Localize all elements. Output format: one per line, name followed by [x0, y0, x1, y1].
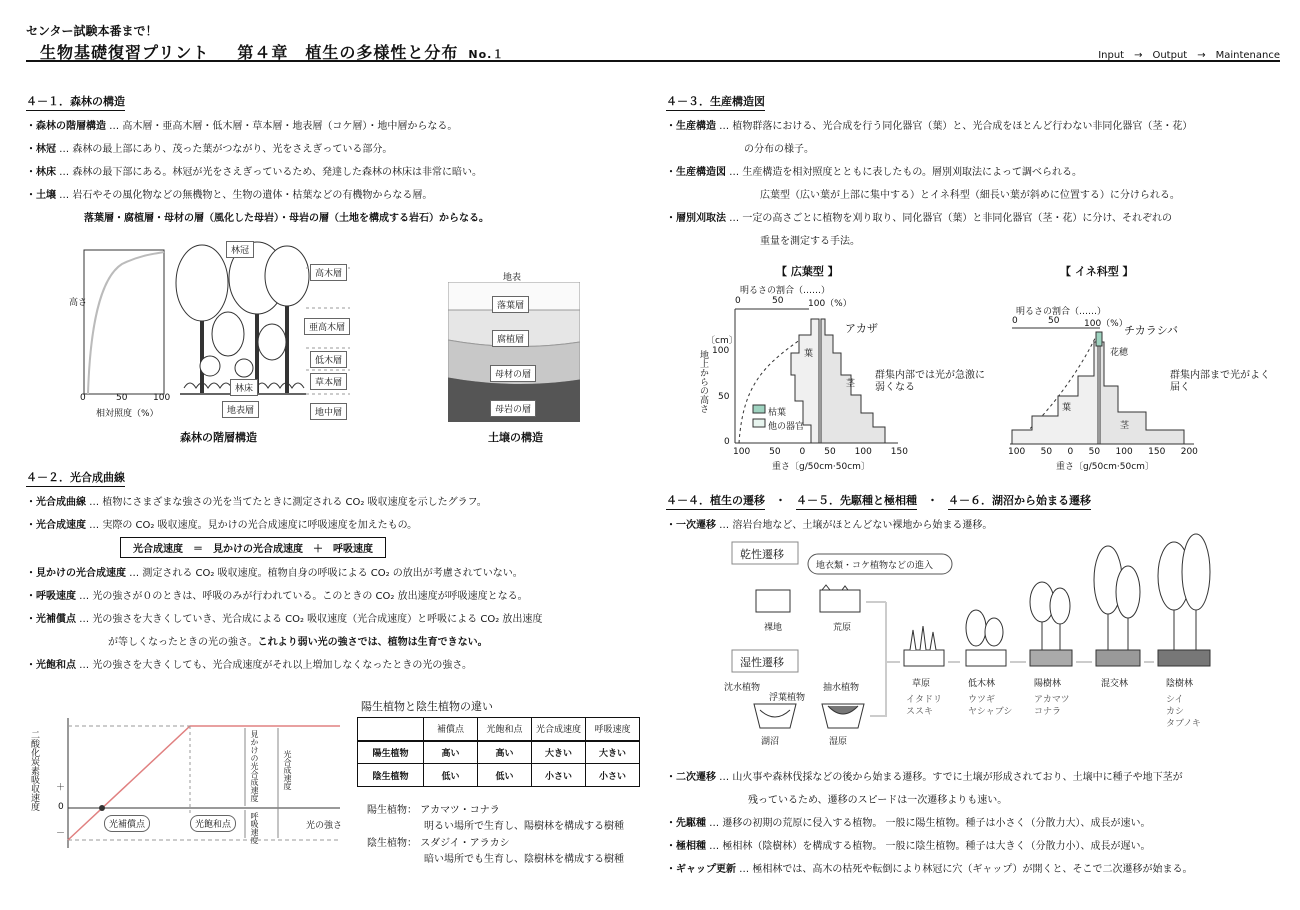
succession-vegetation: [910, 534, 1210, 650]
term-stratified-clipping: ・層別刈取法: [666, 213, 726, 224]
lake-vessel: [754, 704, 796, 728]
soil-layer-humus: 腐植層: [492, 330, 529, 347]
grass-xlabel: 重さ〔g/50cm·50cm〕: [1056, 462, 1154, 472]
broadleaf-h0: 0: [724, 437, 730, 447]
text-4-5-line1: [666, 814, 1151, 829]
note-sun-desc: 明るい場所で生育し、陽樹林を構成する樹種: [424, 821, 624, 832]
x-tick: 50: [769, 447, 781, 457]
table-header-cell: 呼吸速度: [586, 718, 640, 741]
term-apparent-rate: ・見かけの光合成速度: [26, 568, 126, 579]
section-4-4-title: ４－４．植生の遷移: [666, 492, 765, 510]
succession-stage-blocks: [904, 650, 1210, 666]
label-stage-shade-forest: 陰樹林: [1166, 679, 1194, 689]
term-forest-floor: ・林床: [26, 167, 56, 178]
label-forest-floor: 林床: [230, 379, 258, 396]
grass-light-label: 明るさの割合（‥‥‥）: [1016, 307, 1107, 317]
def-climax-species: … 極相林（陰樹林）を構成する植物。 一般に陰生植物。種子は大きく（分散力小）、成長が遅い。: [706, 841, 1151, 852]
label-wasteland: 荒原: [833, 623, 852, 633]
section-4-2-title: ４－２．光合成曲線: [26, 469, 125, 487]
label-layer-shrub: 低木層: [310, 351, 347, 368]
term-pioneer-species: ・先駆種: [666, 818, 706, 829]
term-photosynthesis-curve: ・光合成曲線: [26, 497, 86, 508]
table-header-row: [358, 718, 640, 741]
text-4-4-line2: [666, 768, 1183, 783]
def-production-diagram: … 生産構造を相対照度とともに表したもの。層別刈取法によって調べられる。: [726, 167, 1082, 178]
section-4-5-title: ４－５．先駆種と極相種: [796, 492, 917, 510]
note-shade-label: 陰生植物：: [367, 838, 417, 849]
broadleaf-x-ticks: [733, 447, 908, 457]
broadleaf-light-0: 0: [735, 296, 741, 306]
text-4-5-line2: [666, 837, 1151, 852]
grass-stem-label: 茎: [1120, 421, 1130, 431]
note-shade-plants: [367, 834, 510, 849]
legend-other-organ: 他の器官: [768, 422, 805, 432]
legend-other-organ-swatch: [753, 419, 765, 427]
table-cell: 高い: [478, 741, 532, 764]
label-compensation-point: 光補償点: [104, 815, 150, 832]
label-apparent-rate: 見かけの光合成速度: [250, 730, 259, 802]
x-tick: 0: [1067, 447, 1074, 457]
broadleaf-title: 【 広葉型 】: [776, 265, 839, 278]
compensation-point-marker: [99, 805, 105, 811]
soil-layer-bedrock: 母岩の層: [490, 400, 536, 417]
photosynthesis-curve-graph: [40, 714, 345, 854]
soil-layer-litter: 落葉層: [492, 296, 529, 313]
x-tick: 100: [733, 447, 751, 457]
def-secondary-succession: … 山火事や森林伐採などの後から始まる遷移。すでに土壌が形成されており、土壌中に種子や地下茎が: [716, 772, 1183, 783]
def-primary-succession: … 溶岩台地など、土壌がほとんどない裸地から始まる遷移。: [716, 520, 993, 531]
succession-diagram: [730, 532, 1220, 756]
table-cell: 陰生植物: [358, 764, 424, 787]
broadleaf-yaxis-label: 地上からの高さ: [698, 350, 708, 413]
term-saturation-point: ・光飽和点: [26, 660, 76, 671]
def-saturation-point: … 光の強さを大きくしても、光合成速度がそれ以上増加しなくなったときの光の強さ。: [76, 660, 472, 671]
text-4-2-line4: [26, 587, 528, 602]
grass-title: 【 イネ科型 】: [1060, 265, 1134, 278]
soil-layer-parent: 母材の層: [490, 365, 536, 382]
text-4-3-line3: [666, 209, 1172, 224]
def-production-structure: … 植物群落における、光合成を行う同化器官（葉）と、光合成をほとんど行わない非同化器官（茎・花）: [716, 121, 1193, 132]
term-canopy: ・林冠: [26, 144, 56, 155]
label-layer-tall: 高木層: [310, 264, 347, 281]
table-cell: 陽生植物: [358, 741, 424, 764]
fig1-ylabel: 高さ: [69, 298, 88, 308]
x-tick: 50: [1040, 447, 1053, 457]
note-shade-desc: 暗い場所でも生育し、陰樹林を構成する樹種: [424, 854, 624, 865]
def-canopy: … 森林の最上部にあり、茂った葉がつながり、光をさえぎっている部分。: [56, 144, 393, 155]
learning-flow: Input → Output → Maintenance: [1098, 50, 1280, 61]
def-gap-regeneration: … 極相林では、高木の枯死や転倒により林冠に穴（ギャップ）が開くと、そこで二次遷移が始まる。: [736, 864, 1193, 875]
broadleaf-h100: 100: [712, 346, 730, 356]
bare-land-block: [756, 590, 790, 612]
sun-shade-table: [357, 717, 640, 787]
x-tick: 50: [824, 447, 836, 457]
broadleaf-leaf-label: 葉: [804, 349, 814, 359]
text-4-3-line1: [666, 117, 1192, 132]
text-4-2-line2: [26, 516, 417, 531]
text-4-3-line2: [666, 163, 1082, 178]
grass-flower-label: 花穂: [1110, 348, 1129, 358]
x-tick: 100: [1008, 447, 1026, 457]
fig1-tick-50: 50: [116, 393, 128, 403]
def-stratified-clipping: … 一定の高さごとに植物を刈り取り、同化器官（葉）と非同化器官（茎・花）に分け、それぞれの: [726, 213, 1172, 224]
text-4-2-line6: [108, 633, 488, 648]
title-chapter: 第４章 植生の多様性と分布: [237, 43, 459, 62]
ex-grassland: イタドリ ススキ: [906, 695, 943, 717]
header-subtitle: センター試験本番まで！: [26, 24, 158, 38]
grass-species: チカラシバ: [1124, 324, 1179, 337]
text-4-2-line1: [26, 493, 487, 508]
label-submerged: 沈水植物: [724, 683, 761, 693]
x-tick: 150: [1148, 447, 1166, 457]
label-wet-succession: 湿性遷移: [740, 656, 784, 669]
broadleaf-h50: 50: [718, 392, 730, 402]
broadleaf-light-50: 50: [772, 296, 784, 306]
table-row: [358, 764, 640, 787]
label-lake: 湖沼: [761, 737, 780, 747]
term-primary-succession: ・一次遷移: [666, 520, 716, 531]
label-marsh: 湿原: [829, 737, 848, 747]
table-cell: 大きい: [532, 741, 586, 764]
label-layer-herb: 草本層: [310, 373, 347, 390]
graph-plus: ＋: [56, 783, 66, 793]
graph-zero: 0: [58, 802, 64, 812]
section-4-3-title: ４－３．生産構造図: [666, 93, 765, 111]
def-apparent-rate: … 測定される CO₂ 吸収速度。植物自身の呼吸による CO₂ の放出が考慮されていない。: [126, 568, 523, 579]
legend-dead-leaf: 枯葉: [768, 408, 787, 418]
table-cell: 小さい: [532, 764, 586, 787]
illuminance-plot-frame: [84, 250, 164, 394]
illuminance-curve: [88, 252, 164, 394]
text-4-3-line3b: 重量を測定する手法。: [760, 236, 860, 247]
graph-ylabel: 二酸化炭素吸収速度: [29, 730, 39, 811]
def-soil: … 岩石やその風化物などの無機物と、生物の遺体・枯葉などの有機物からなる層。: [56, 190, 433, 201]
ex-shade-forest: シイ カシ タブノキ: [1166, 695, 1201, 729]
def-forest-floor: … 森林の最下部にある。林冠が光をさえぎっているため、発達した森林の林床は非常に暗い。: [56, 167, 482, 178]
graph-minus: －: [56, 829, 66, 839]
text-4-5-line3: [666, 860, 1192, 875]
ex-sun-forest: アカマツ コナラ: [1034, 695, 1070, 717]
title-separator: ・: [927, 494, 938, 507]
graph-xlabel: 光の強さ: [306, 821, 343, 831]
fig1-caption: 森林の階層構造: [180, 431, 257, 444]
broadleaf-height-unit: 〔cm〕: [706, 336, 738, 346]
table-cell: 低い: [424, 764, 478, 787]
table-cell: 小さい: [586, 764, 640, 787]
table-header-cell: [358, 718, 424, 741]
term-production-structure: ・生産構造: [666, 121, 716, 132]
label-respiration-rate: 呼吸速度: [250, 812, 259, 844]
term-compensation-point: ・光補償点: [26, 614, 76, 625]
legend-dead-leaf-swatch: [753, 405, 765, 413]
grass-leaf-bars: [1012, 342, 1098, 444]
text-4-2-line3: [26, 564, 523, 579]
label-canopy: 林冠: [226, 241, 254, 258]
table-header-cell: 光合成速度: [532, 718, 586, 741]
label-saturation-point: 光飽和点: [190, 815, 236, 832]
text-4-1-line1: [26, 117, 457, 132]
grass-x-ticks: [1008, 447, 1198, 457]
broadleaf-light-label: 明るさの割合（‥‥‥）: [740, 286, 831, 296]
def-photosynthesis-curve: … 植物にさまざまな強さの光を当てたときに測定される CO₂ 吸収速度を示したグラフ。: [86, 497, 487, 508]
text-4-4-line1: [666, 516, 992, 531]
grass-leaf-label: 葉: [1062, 403, 1072, 413]
wasteland-block: [820, 590, 860, 612]
fig1-xlabel: 相対照度（%）: [96, 409, 159, 419]
header-rule: [26, 60, 1280, 62]
table-header-cell: 補償点: [424, 718, 478, 741]
section-4-4-titles: [666, 492, 1091, 510]
grass-light-100: 100（%）: [1084, 319, 1128, 329]
def-compensation-point: … 光の強さを大きくしていき、光合成による CO₂ 吸収速度（光合成速度）と呼吸による CO₂ 放出速度: [76, 614, 543, 625]
label-layer-ground: 地表層: [222, 401, 259, 418]
x-tick: 100: [854, 447, 872, 457]
text-4-3-line1b: の分布の様子。: [744, 144, 814, 155]
title-number: No.１: [468, 48, 505, 61]
table-cell: 低い: [478, 764, 532, 787]
broadleaf-stem-label: 茎: [846, 379, 856, 389]
note-sun-label: 陽生植物：: [367, 805, 417, 816]
x-tick: 100: [1115, 447, 1133, 457]
term-soil: ・土壌: [26, 190, 56, 201]
title-separator: ・: [775, 494, 786, 507]
note-sun-plants: [367, 801, 500, 816]
def-compensation-point-cont: が等しくなったときの光の強さ。: [108, 637, 258, 648]
term-secondary-succession: ・二次遷移: [666, 772, 716, 783]
fig2-caption: 土壌の構造: [488, 431, 543, 444]
label-stage-mixed: 混交林: [1101, 679, 1129, 689]
grass-flower-bar: [1096, 332, 1102, 346]
x-tick: 150: [890, 447, 908, 457]
label-emergent: 抽水植物: [823, 683, 860, 693]
table-cell: 高い: [424, 741, 478, 764]
text-4-4-line2b: 残っているため、遷移のスピードは一次遷移よりも速い。: [748, 795, 1008, 806]
def-photosynthesis-rate: … 実際の CO₂ 吸収速度。見かけの光合成速度に呼吸速度を加えたもの。: [86, 520, 418, 531]
x-tick: 0: [799, 447, 806, 457]
label-photosynthesis-rate: 光合成速度: [283, 750, 292, 790]
def-layer-structure: … 高木層・亜高木層・低木層・草本層・地表層（コケ層）・地中層からなる。: [106, 121, 458, 132]
section-4-1-title: ４－１．森林の構造: [26, 93, 125, 111]
broadleaf-xlabel: 重さ〔g/50cm·50cm〕: [772, 462, 870, 472]
formula-box: 光合成速度 ＝ 見かけの光合成速度 ＋ 呼吸速度: [120, 537, 386, 558]
label-stage-grassland: 草原: [912, 679, 931, 689]
label-invasion: 地衣類・コケ植物などの進入: [816, 561, 934, 571]
fig1-tick-0: 0: [80, 393, 86, 403]
grass-light-0: 0: [1012, 316, 1018, 326]
text-4-2-line5: [26, 610, 542, 625]
grass-note: 群集内部まで光がよく届く: [1170, 370, 1270, 393]
term-photosynthesis-rate: ・光合成速度: [26, 520, 86, 531]
broadleaf-note: 群集内部では光が急激に弱くなる: [875, 370, 985, 393]
fig1-tick-100: 100: [153, 393, 171, 403]
text-4-1-line2: [26, 140, 392, 155]
def-respiration-rate: … 光の強さが０のときは、呼吸のみが行われている。このときの CO₂ 放出速度が呼吸速度となる。: [76, 591, 528, 602]
def-compensation-point-emph: これより弱い光の強さでは、植物は生育できない。: [257, 637, 488, 648]
table-row: [358, 741, 640, 764]
label-bare-land: 裸地: [764, 623, 783, 633]
title-main: 生物基礎復習プリント: [40, 43, 210, 62]
term-respiration-rate: ・呼吸速度: [26, 591, 76, 602]
label-floating: 浮葉植物: [769, 693, 806, 703]
term-production-diagram: ・生産構造図: [666, 167, 726, 178]
x-tick: 200: [1180, 447, 1198, 457]
label-dry-succession: 乾性遷移: [740, 548, 784, 561]
soil-surface-label: 地表: [503, 273, 522, 283]
broadleaf-species: アカザ: [845, 322, 878, 335]
text-4-1-line3: [26, 163, 482, 178]
label-stage-sun-forest: 陽樹林: [1034, 679, 1062, 689]
label-stage-shrub: 低木林: [968, 679, 996, 689]
grass-light-50: 50: [1048, 316, 1060, 326]
label-layer-underground: 地中層: [310, 403, 347, 420]
text-4-2-line7: [26, 656, 472, 671]
section-4-6-title: ４－６．湖沼から始まる遷移: [948, 492, 1091, 510]
text-4-3-line2b: 広葉型（広い葉が上部に集中する）とイネ科型（細長い葉が斜めに位置する）に分けられる。: [760, 190, 1180, 201]
label-layer-subtall: 亜高木層: [304, 318, 350, 335]
note-shade-examples: スダジイ・アラカシ: [420, 838, 510, 849]
term-gap-regeneration: ・ギャップ更新: [666, 864, 736, 875]
def-pioneer-species: … 遷移の初期の荒原に侵入する植物。 一般に陽生植物。種子は小さく（分散力大）、成長が速い。: [706, 818, 1151, 829]
term-layer-structure: ・森林の階層構造: [26, 121, 106, 132]
text-4-1-line5: 落葉層・腐植層・母材の層（風化した母岩）・母岩の層（土地を構成する岩石）からなる。: [84, 213, 489, 224]
table-cell: 大きい: [586, 741, 640, 764]
x-tick: 50: [1088, 447, 1101, 457]
text-4-1-line4: [26, 186, 432, 201]
ex-shrub: ウツギ ヤシャブシ: [968, 695, 1013, 717]
table-header-cell: 光飽和点: [478, 718, 532, 741]
forest-trees: [176, 242, 309, 394]
table-title: 陽生植物と陰生植物の違い: [361, 700, 493, 713]
term-climax-species: ・極相種: [666, 841, 706, 852]
broadleaf-light-100: 100（%）: [808, 299, 852, 309]
note-sun-examples: アカマツ・コナラ: [420, 805, 500, 816]
